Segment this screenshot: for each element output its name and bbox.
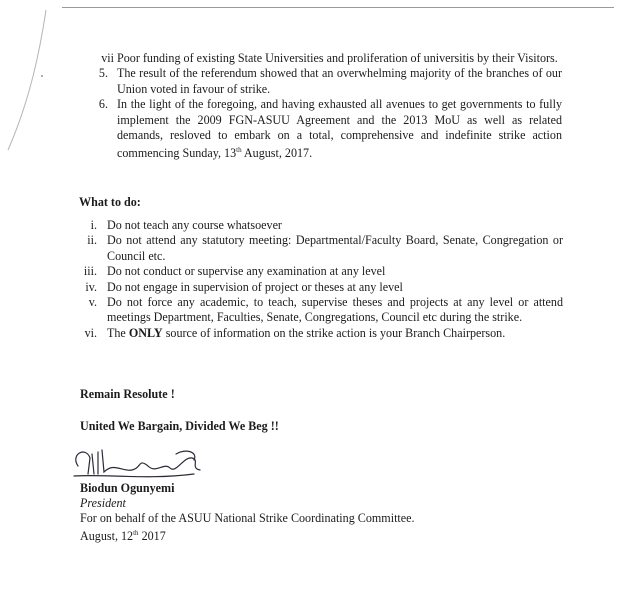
document-date: August, 12th 2017 <box>80 529 166 544</box>
list-item: iii. Do not conduct or supervise any examination at any level <box>83 264 386 279</box>
top-items <box>96 51 562 162</box>
signatory-title: President <box>80 496 126 510</box>
signatory-name: Biodun Ogunyemi <box>80 481 175 495</box>
handwritten-signature <box>68 444 218 484</box>
list-item: vii Poor funding of existing State Universities and proliferation of universitis by their Visitors. <box>101 51 558 65</box>
list-item: 5. The result of the referendum showed that an overwhelming majority of the branches of our Union voted in favour of strike. <box>98 66 562 96</box>
what-to-do-list <box>82 218 563 341</box>
list-item: i. Do not teach any course whatsoever <box>90 218 282 232</box>
list-item: iv. Do not engage in supervision of project or theses at any level <box>85 279 403 294</box>
union-motto: United We Bargain, Divided We Beg !! <box>80 419 279 433</box>
list-item: v. Do not force any academic, to teach, supervise theses and projects at any level or attend meetings Department, Faculties, Senate, Congregations, Council etc during the strike. <box>88 295 563 325</box>
list-item: 6. In the light of the foregoing, and having exhausted all avenues to get governments to fully implement the 2009 FGN-ASUU Agreement and the 2013 MoU as well as related demands, resloved to embark on a total, comprehensive and indefinite strike action commencing Sunday, 13th August, 2017. <box>98 97 562 161</box>
top-rule <box>62 7 614 8</box>
on-behalf-line: For on behalf of the ASUU National Strike Coordinating Committee. <box>80 511 415 525</box>
what-to-do-heading: What to do: <box>79 195 141 209</box>
remain-resolute: Remain Resolute ! <box>80 387 175 401</box>
list-item: vi. The ONLY source of information on the strike action is your Branch Chairperson. <box>84 325 506 340</box>
list-item: ii. Do not attend any statutory meeting: Departmental/Faculty Board, Senate, Congregation or Council etc. <box>87 233 563 263</box>
scan-edge-mark <box>0 0 60 160</box>
